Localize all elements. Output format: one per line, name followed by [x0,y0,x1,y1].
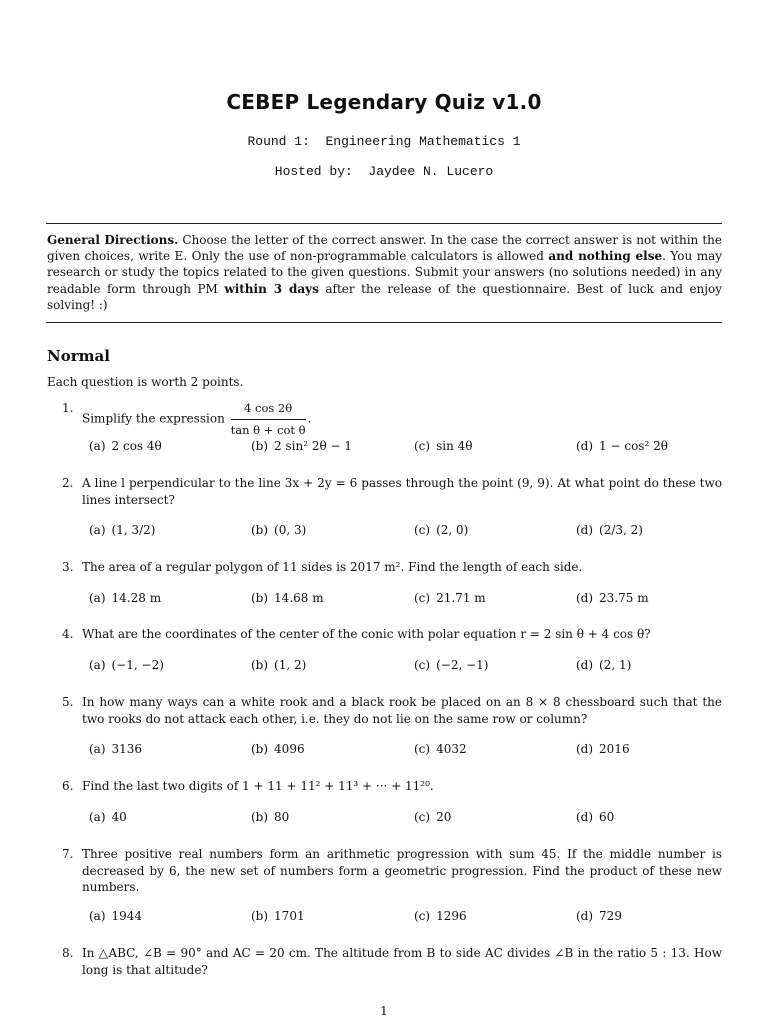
choice-d[interactable]: (d) 1 − cos² 2θ [576,439,668,453]
question-number: 2. [62,476,74,490]
choice-b[interactable]: (b) (1, 2) [251,658,307,672]
top-divider [46,223,722,224]
question-6 [62,778,722,795]
choices-4 [89,658,729,676]
choice-a[interactable]: (a) 40 [89,810,127,824]
directions-emphasis-1: and nothing else [548,249,663,264]
question-number: 7. [62,847,74,861]
choice-d[interactable]: (d) 729 [576,909,622,923]
choice-b[interactable]: (b) 4096 [251,742,305,756]
choice-a[interactable]: (a) 3136 [89,742,143,756]
directions-text-3: after the release of the questionnaire. Best of luck and enjoy solving! :) [47,281,723,312]
page-number: 1 [380,1004,388,1018]
choice-c[interactable]: (c) (2, 0) [414,523,469,537]
question-stem: Three positive real numbers form an arithmetic progression with sum 45. If the middle number is decreased by 6, the new set of numbers form a geometric progression. Find the product of these new numbers. [82,847,722,894]
choices-6 [89,810,729,828]
question-number: 6. [62,779,74,793]
choice-c[interactable]: (c) 1296 [414,909,467,923]
choice-a[interactable]: (a) 1944 [89,909,143,923]
question-stem: In how many ways can a white rook and a black rook be placed on an 8 × 8 chessboard such that the two rooks do not attack each other, i.e. they do not lie on the same row or column? [82,695,722,726]
page-title: CEBEP Legendary Quiz v1.0 [226,90,542,114]
choice-c[interactable]: (c) 4032 [414,742,467,756]
stem-text: Simplify the expression [82,411,229,426]
question-stem: In △ABC, ∠B = 90° and AC = 20 cm. The altitude from B to side AC divides ∠B in the ratio 5 : 13. How long is that altitude? [82,946,722,977]
question-5 [62,694,722,727]
choice-d[interactable]: (d) (2/3, 2) [576,523,643,537]
choices-2 [89,523,729,541]
question-stem: Find the last two digits of 1 + 11 + 11² + 11³ + ··· + 11²⁰. [82,779,434,793]
choice-b[interactable]: (b) 80 [251,810,290,824]
choices-1 [89,439,729,457]
choice-c[interactable]: (c) 21.71 m [414,591,486,605]
question-stem: A line l perpendicular to the line 3x + 2y = 6 passes through the point (9, 9). At what point do these two lines intersect? [82,476,722,507]
choice-b[interactable]: (b) 1701 [251,909,305,923]
stem-punctuation: . [307,411,312,426]
question-stem: The area of a regular polygon of 11 sides is 2017 m². Find the length of each side. [82,560,583,574]
question-number: 8. [62,946,74,960]
general-directions [47,232,722,313]
fraction-expression [231,400,306,438]
choice-d[interactable]: (d) 2016 [576,742,630,756]
section-heading: Normal [47,347,110,365]
round-subtitle: Round 1: Engineering Mathematics 1 [247,134,521,149]
bottom-divider [46,322,722,323]
section-note: Each question is worth 2 points. [47,375,244,389]
question-number: 3. [62,560,74,574]
question-stem: What are the coordinates of the center of the conic with polar equation r = 2 sin θ + 4 cos θ? [82,627,651,641]
choice-c[interactable]: (c) sin 4θ [414,439,473,453]
choice-a[interactable]: (a) (−1, −2) [89,658,164,672]
question-number: 4. [62,627,74,641]
question-2 [62,475,722,508]
choices-5 [89,742,729,760]
choice-a[interactable]: (a) 2 cos 4θ [89,439,162,453]
choice-c[interactable]: (c) (−2, −1) [414,658,489,672]
choices-7 [89,909,729,927]
question-number: 5. [62,695,74,709]
choice-c[interactable]: (c) 20 [414,810,452,824]
fraction-numerator: 4 cos 2θ [231,400,306,420]
question-3 [62,559,722,576]
fraction-denominator: tan θ + cot θ [230,422,306,437]
choice-a[interactable]: (a) 14.28 m [89,591,162,605]
choice-b[interactable]: (b) 2 sin² 2θ − 1 [251,439,353,453]
question-number: 1. [62,401,74,415]
choices-3 [89,591,729,609]
choice-d[interactable]: (d) 60 [576,810,615,824]
directions-emphasis-2: within 3 days [224,281,319,296]
host-subtitle: Hosted by: Jaydee N. Lucero [274,164,494,179]
directions-heading: General Directions. [47,233,179,247]
directions-text-1: Choose the letter of the correct answer. In the case the correct answer is not within the given choices, write E. Only the use of non-programmable calculators is allowed [47,233,722,264]
choice-a[interactable]: (a) (1, 3/2) [89,523,156,537]
question-8 [62,945,722,978]
choice-b[interactable]: (b) (0, 3) [251,523,307,537]
directions-text-2: . You may research or study the topics related to the given questions. Submit your answers (no solutions needed) in any readable form through PM [47,249,722,296]
question-stem [82,400,722,438]
choice-d[interactable]: (d) (2, 1) [576,658,632,672]
question-1 [62,400,722,438]
question-7 [62,846,722,896]
choice-b[interactable]: (b) 14.68 m [251,591,324,605]
choice-d[interactable]: (d) 23.75 m [576,591,649,605]
question-4 [62,626,722,643]
